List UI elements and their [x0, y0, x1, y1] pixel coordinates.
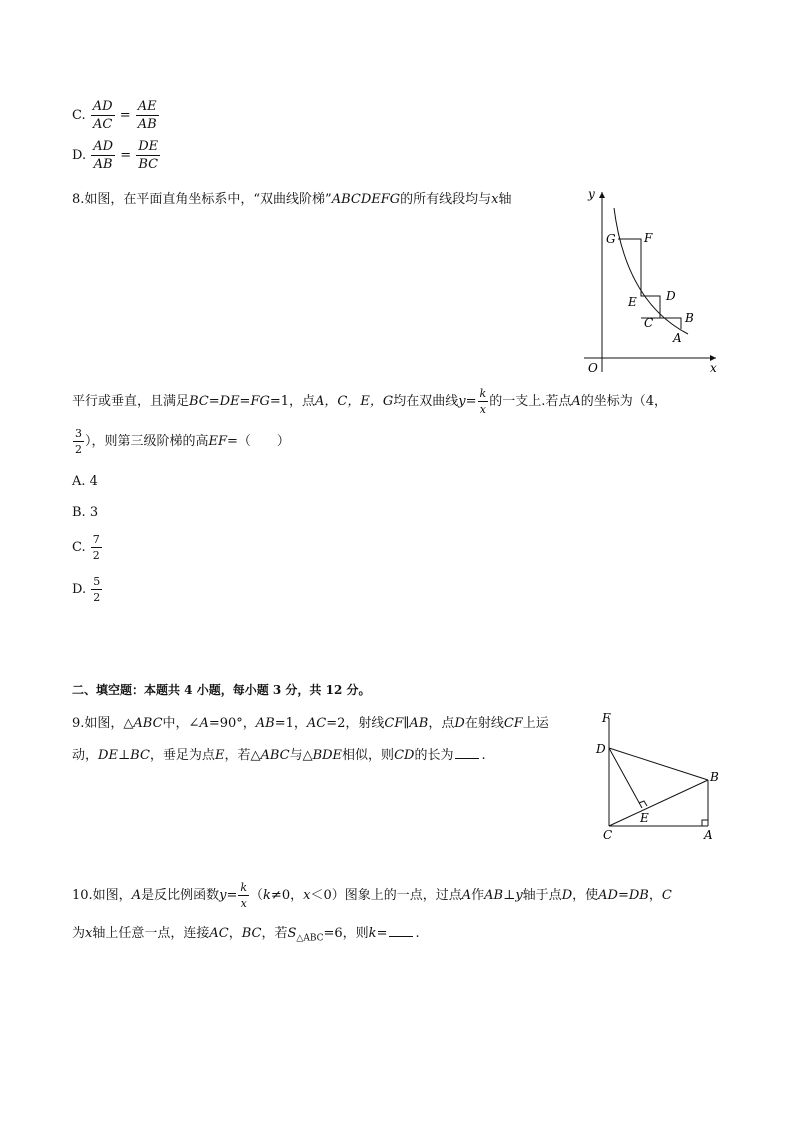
point-f-label: F	[644, 231, 653, 245]
q9-line2: 动，DE⊥BC，垂足为点E，若△ABC与△BDE相似，则CD的长为 .	[72, 748, 486, 763]
q8-line2: 平行或垂直，且满足BC=DE=FG=1，点A，C，E，G均在双曲线y= $\frac{k}{x}$ 的一支上.若点A的坐标为（4，	[72, 387, 667, 416]
q8-hyperbola-staircase-figure	[578, 182, 728, 378]
equals: =	[119, 108, 131, 123]
point-a-label: A	[673, 331, 682, 345]
q9-line1: 9.如图，△ABC中，∠A=90°，AB=1，AC=2，射线CF∥AB，点D在射线CF上运	[72, 716, 549, 731]
answer-blank	[455, 746, 479, 759]
q7-option-d	[72, 140, 161, 171]
fraction: $\frac{AD}{AC}$	[92, 99, 113, 132]
answer-blank	[389, 924, 413, 937]
section-title: 二、填空题：本题共 4 小题，每小题 3 分，共 12 分。	[72, 683, 371, 697]
q8-option-a: A. 4	[72, 474, 98, 489]
label-d: D	[596, 742, 606, 756]
right-angle-a	[702, 820, 708, 826]
segment-cb	[609, 780, 708, 826]
fraction: $\frac{AE}{AB}$	[137, 99, 157, 132]
label-a: A	[704, 828, 713, 842]
fraction: $\frac{DE}{BC}$	[138, 139, 159, 172]
y-label: y	[588, 187, 595, 201]
q9-triangle-figure	[592, 708, 726, 844]
point-e-label: E	[628, 295, 637, 309]
q8-option-c: C. $\frac{7}{2}$	[72, 533, 100, 562]
x-label: x	[710, 361, 717, 375]
option-label: C.	[72, 108, 86, 123]
fraction: $\frac{3}{2}$	[75, 427, 82, 456]
fraction: $\frac{k}{x}$	[240, 881, 248, 910]
q7-option-c	[72, 100, 160, 131]
equals: =	[120, 148, 132, 163]
q8-line1: 8.如图，在平面直角坐标系中，“双曲线阶梯”ABCDEFG的所有线段均与x轴	[72, 192, 512, 207]
option-label: D.	[72, 148, 87, 163]
fraction: $\frac{k}{x}$	[479, 387, 487, 416]
q10-line2: 为x轴上任意一点，连接AC，BC，若$S_{\triangle ABC}=6$，则k= .	[72, 926, 420, 944]
fraction: $\frac{5}{2}$	[93, 575, 101, 604]
origin-label: O	[588, 361, 598, 375]
label-c: C	[603, 828, 613, 842]
label-b: B	[710, 770, 719, 784]
point-g-label: G	[606, 232, 616, 246]
q10-line1: 10.如图，A是反比例函数y= $\frac{k}{x}$ （k≠0，x＜0）图象上的一点，过点A作AB⊥y轴于点D，使AD=DB，C	[72, 881, 672, 910]
q8-option-d: D. $\frac{5}{2}$	[72, 575, 101, 604]
point-c-label: C	[644, 316, 654, 330]
point-b-label: B	[685, 311, 694, 325]
label-f: F	[602, 711, 611, 725]
label-e: E	[640, 811, 649, 825]
q8-option-b: B. 3	[72, 505, 99, 520]
q8-line3: $\frac{3}{2}$ ），则第三级阶梯的高EF=（ ）	[75, 427, 290, 456]
point-d-label: D	[666, 289, 676, 303]
fraction: $\frac{AD}{AB}$	[93, 139, 114, 172]
fraction: $\frac{7}{2}$	[92, 533, 100, 562]
